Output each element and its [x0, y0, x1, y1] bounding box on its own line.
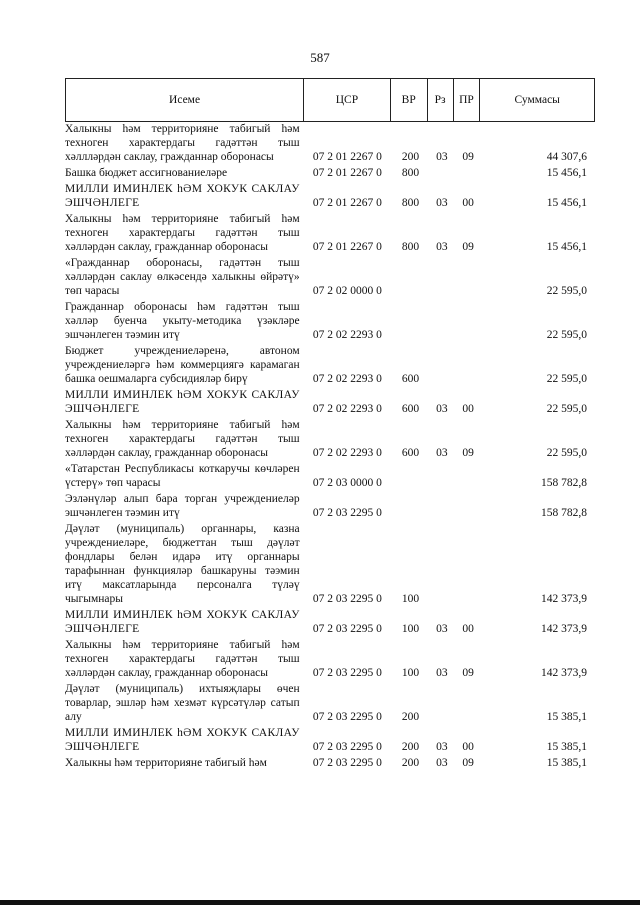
table-row	[65, 726, 595, 754]
cell-name: Башка бюджет ассигнованиеләре	[65, 167, 228, 179]
cell-vr: 200	[401, 741, 420, 753]
cell-pr: 09	[462, 241, 474, 253]
cell-sum: 15 456,1	[546, 197, 587, 209]
cell-pr: 00	[462, 197, 474, 209]
cell-csr: 07 2 03 2295 0	[312, 667, 382, 679]
table-row	[65, 462, 595, 490]
cell-name: Халыкны һәм территорияне табигый һәм техноген характердагы гадәттән тыш хәлләрдән саклау, гражданнар оборонасы	[65, 213, 300, 253]
cell-sum: 15 385,1	[546, 741, 587, 753]
cell-vr: 800	[401, 241, 420, 253]
header-name: Исеме	[66, 79, 304, 121]
table-row	[65, 166, 595, 180]
cell-name: МИЛЛИ ИМИНЛЕК һӘМ ХОКУК САКЛАУ ЭШЧӘНЛЕГЕ	[65, 609, 300, 635]
cell-sum: 142 373,9	[540, 623, 587, 635]
cell-rz: 03	[436, 241, 448, 253]
cell-name: МИЛЛИ ИМИНЛЕК һӘМ ХОКУК САКЛАУ ЭШЧӘНЛЕГЕ	[65, 727, 300, 753]
cell-csr: 07 2 02 2293 0	[312, 329, 382, 341]
cell-name: МИЛЛИ ИМИНЛЕК һӘМ ХОКУК САКЛАУ ЭШЧӘНЛЕГЕ	[65, 389, 300, 415]
page-number: 587	[310, 50, 330, 65]
cell-name: Халыкны һәм территорияне табигый һәм	[65, 757, 267, 769]
cell-sum: 158 782,8	[540, 477, 587, 489]
cell-sum: 22 595,0	[546, 403, 587, 415]
scan-edge-bar	[0, 900, 640, 905]
cell-sum: 15 456,1	[546, 241, 587, 253]
cell-sum: 142 373,9	[540, 593, 587, 605]
cell-pr: 09	[462, 447, 474, 459]
header-vr: ВР	[391, 79, 428, 121]
table-row	[65, 388, 595, 416]
cell-rz: 03	[436, 741, 448, 753]
cell-vr: 800	[401, 197, 420, 209]
cell-vr: 200	[401, 757, 420, 769]
cell-vr: 100	[401, 623, 420, 635]
table-row	[65, 756, 595, 770]
table-row	[65, 182, 595, 210]
cell-sum: 15 456,1	[546, 167, 587, 179]
table-header	[65, 78, 595, 122]
cell-sum: 15 385,1	[546, 711, 587, 723]
cell-pr: 09	[462, 151, 474, 163]
cell-pr: 09	[462, 757, 474, 769]
cell-csr: 07 2 02 2293 0	[312, 447, 382, 459]
cell-vr: 600	[401, 373, 420, 385]
cell-pr: 00	[462, 623, 474, 635]
table-body	[65, 122, 595, 772]
cell-name: Халыкны һәм территорияне табигый һәм техноген характердагы гадәттән тыш хәлләрдән саклау, гражданнар оборонасы	[65, 639, 300, 679]
cell-rz: 03	[436, 447, 448, 459]
cell-sum: 22 595,0	[546, 447, 587, 459]
cell-vr: 200	[401, 151, 420, 163]
cell-rz: 03	[436, 757, 448, 769]
cell-pr: 09	[462, 667, 474, 679]
cell-name: Гражданнар оборонасы һәм гадәттән тыш хәлләр буенча укыту-методика үзәкләре эшчәнлеген тәэмин итү	[65, 301, 300, 341]
cell-name: «Гражданнар оборонасы, гадәттән тыш хәлләрдән саклау өлкәсендә халыкны өйрәтү» төп чарасы	[65, 257, 300, 297]
table-row	[65, 344, 595, 386]
cell-pr: 00	[462, 741, 474, 753]
cell-name: МИЛЛИ ИМИНЛЕК һӘМ ХОКУК САКЛАУ ЭШЧӘНЛЕГЕ	[65, 183, 300, 209]
table-row	[65, 522, 595, 606]
cell-vr: 800	[401, 167, 420, 179]
table-row	[65, 212, 595, 254]
cell-csr: 07 2 01 2267 0	[312, 241, 382, 253]
table-row	[65, 492, 595, 520]
cell-pr: 00	[462, 403, 474, 415]
cell-csr: 07 2 03 0000 0	[312, 477, 382, 489]
table-row	[65, 256, 595, 298]
table-row	[65, 122, 595, 164]
cell-rz: 03	[436, 623, 448, 635]
cell-name: Халыкны һәм территорияне табигый һәм техноген характердагы гадәттән тыш хәллләрдән саклау, гражданнар оборонасы	[65, 123, 300, 163]
cell-csr: 07 2 03 2295 0	[312, 593, 382, 605]
header-sum: Суммасы	[514, 94, 560, 106]
cell-sum: 158 782,8	[540, 507, 587, 519]
cell-rz: 03	[436, 151, 448, 163]
cell-vr: 600	[401, 447, 420, 459]
cell-rz: 03	[436, 197, 448, 209]
cell-name: Дәүләт (муниципаль) ихтыяҗлары өчен товарлар, эшләр һәм хезмәт күрсәтүләр сатып алу	[65, 683, 300, 723]
header-rz: Рз	[428, 79, 454, 121]
cell-csr: 07 2 01 2267 0	[312, 167, 382, 179]
cell-sum: 15 385,1	[546, 757, 587, 769]
cell-rz: 03	[436, 403, 448, 415]
cell-name: Халыкны һәм территорияне табигый һәм техноген характердагы гадәттән тыш хәлләрдән саклау, гражданнар оборонасы	[65, 419, 300, 459]
table-row	[65, 682, 595, 724]
cell-csr: 07 2 03 2295 0	[312, 623, 382, 635]
cell-name: Эзләнүләр алып бара торган учреждениеләр эшчәнлеген тәэмин итү	[65, 493, 300, 519]
header-csr: ЦСР	[304, 79, 391, 121]
cell-vr: 100	[401, 667, 420, 679]
header-pr: ПР	[454, 79, 481, 121]
cell-csr: 07 2 03 2295 0	[312, 711, 382, 723]
cell-csr: 07 2 01 2267 0	[312, 197, 382, 209]
table-row	[65, 418, 595, 460]
cell-sum: 44 307,6	[546, 151, 587, 163]
cell-name: Дәүләт (муниципаль) органнары, казна учреждениеләре, бюджеттан тыш дәүләт фондлары белән идарә итү органнары тарафыннан функцияләр башкаруны тәэмин итү максатларында персоналга түләү чыгымнары	[65, 523, 300, 605]
cell-name: «Татарстан Республикасы коткаручы көчләрен үстерү» төп чарасы	[65, 463, 300, 489]
cell-sum: 142 373,9	[540, 667, 587, 679]
cell-sum: 22 595,0	[546, 373, 587, 385]
cell-csr: 07 2 02 2293 0	[312, 373, 382, 385]
cell-csr: 07 2 03 2295 0	[312, 507, 382, 519]
cell-sum: 22 595,0	[546, 329, 587, 341]
cell-csr: 07 2 02 0000 0	[312, 285, 382, 297]
cell-vr: 200	[401, 711, 420, 723]
cell-name: Бюджет учреждениеләренә, автоном учреждениеләргә һәм коммерциягә карамаган башка оешмаларга субсидияләр бирү	[65, 345, 300, 385]
table-row	[65, 608, 595, 636]
cell-csr: 07 2 03 2295 0	[312, 757, 382, 769]
cell-csr: 07 2 03 2295 0	[312, 741, 382, 753]
table-row	[65, 638, 595, 680]
cell-rz: 03	[436, 667, 448, 679]
table-row	[65, 300, 595, 342]
cell-vr: 100	[401, 593, 420, 605]
cell-csr: 07 2 01 2267 0	[312, 151, 382, 163]
cell-vr: 600	[401, 403, 420, 415]
cell-csr: 07 2 02 2293 0	[312, 403, 382, 415]
cell-sum: 22 595,0	[546, 285, 587, 297]
